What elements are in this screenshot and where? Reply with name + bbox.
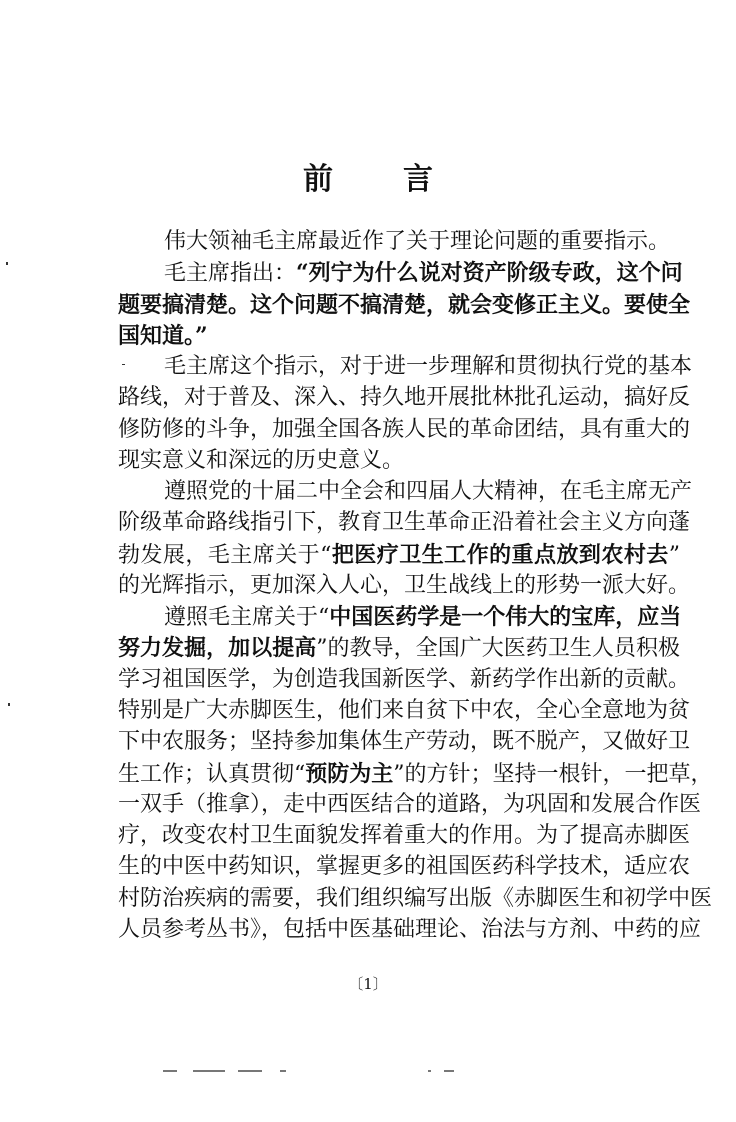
quote-text: 努力发掘，加以提高: [118, 635, 317, 662]
text-line: [118, 728, 691, 759]
text-line: [118, 291, 691, 322]
title-char-1: 前: [303, 162, 333, 197]
body-text: 一双手（推拿），走中西医结合的道路，为巩固和发展合作医: [118, 791, 702, 817]
text-line: [118, 384, 691, 415]
scan-noise: [280, 1070, 286, 1072]
body-text: 下中农服务；坚持参加集体生产劳动，既不脱产，又做好卫: [118, 729, 691, 755]
text-line: [118, 572, 691, 603]
body-text: 生工作；认真贯彻“: [118, 761, 306, 787]
preface-body: [118, 228, 713, 947]
quote-text: 题要搞清楚。这个问题不搞清楚，就会变修正主义。要使全: [118, 291, 691, 318]
text-line: [118, 853, 691, 884]
body-text: 遵照毛主席关于“: [164, 605, 330, 631]
body-text: 现实意义和深远的历史意义。: [118, 447, 405, 473]
body-text: 阶级革命路线指引下，教育卫生革命正沿着社会主义方向蓬: [118, 510, 691, 536]
text-line: [118, 541, 680, 572]
body-text: 特别是广大赤脚医生，他们来自贫下中农，全心全意地为贫: [118, 697, 691, 723]
scan-noise: [444, 1070, 454, 1072]
text-line: [118, 822, 691, 853]
text-line: [118, 259, 683, 290]
page-number: 〔1〕: [348, 975, 388, 993]
body-text: 修防修的斗争，加强全国各族人民的革命团结，具有重大的: [118, 416, 691, 442]
scan-noise: [238, 1070, 262, 1072]
quote-text: “列宁为什么说对资产阶级专政，这个问: [296, 260, 683, 287]
scan-speck: [122, 364, 125, 365]
text-line: [118, 228, 680, 259]
text-line: [118, 353, 693, 384]
text-line: [118, 603, 680, 634]
text-line: [118, 447, 680, 478]
body-text: 毛主席这个指示，对于进一步理解和贯彻执行党的基本: [164, 354, 693, 380]
scan-noise: [193, 1070, 225, 1072]
text-line: [118, 697, 691, 728]
body-text: 学习祖国医学，为创造我国新医学、新药学作出新的贡献。: [118, 666, 691, 692]
text-line: [118, 478, 693, 509]
scan-noise: [428, 1070, 431, 1072]
body-text: 伟大领袖毛主席最近作了关于理论问题的重要指示。: [164, 229, 671, 254]
body-text: 生的中医中药知识，掌握更多的祖国医药科学技术，适应农: [118, 854, 691, 880]
quote-text: 预防为主: [305, 760, 394, 787]
quote-text: 中国医药学是一个伟大的宝库，应当: [329, 604, 682, 631]
body-text: 毛主席指出：: [164, 261, 297, 287]
text-line: [118, 634, 680, 665]
body-text: 路线，对于普及、深入、持久地开展批林批孔运动，搞好反: [118, 385, 691, 411]
body-text: 遵照党的十届二中全会和四届人大精神，在毛主席无产: [164, 479, 693, 505]
body-text: 人员参考丛书》，包括中医基础理论、治法与方剂、中药的应: [118, 916, 702, 942]
title-char-2: 言: [403, 162, 433, 197]
text-line: [118, 416, 691, 447]
text-line: [118, 509, 691, 540]
text-line: [118, 666, 691, 697]
text-line: [118, 791, 702, 822]
body-text: 的光辉指示，更加深入人心，卫生战线上的形势一派大好。: [118, 572, 691, 598]
quote-text: 国知道。”: [118, 322, 208, 349]
text-line: [118, 916, 702, 947]
text-line: [118, 322, 680, 353]
page-title: [0, 160, 736, 200]
body-text: 勃发展，毛主席关于“: [118, 542, 332, 568]
scan-speck: [6, 262, 8, 265]
scan-noise: [163, 1070, 177, 1072]
body-text: ”的教导，全国广大医药卫生人员积极: [316, 636, 680, 662]
text-line: [118, 885, 713, 916]
body-text: ”的方针；坚持一根针，一把草，: [393, 761, 713, 787]
quote-text: 把医疗卫生工作的重点放到农村去: [331, 541, 669, 568]
body-text: 村防治疾病的需要，我们组织编写出版《赤脚医生和初学中医: [118, 885, 713, 911]
text-line: [118, 760, 713, 791]
body-text: ”: [668, 542, 680, 568]
body-text: 疗，改变农村卫生面貌发挥着重大的作用。为了提高赤脚医: [118, 823, 691, 849]
scan-speck: [8, 703, 10, 706]
